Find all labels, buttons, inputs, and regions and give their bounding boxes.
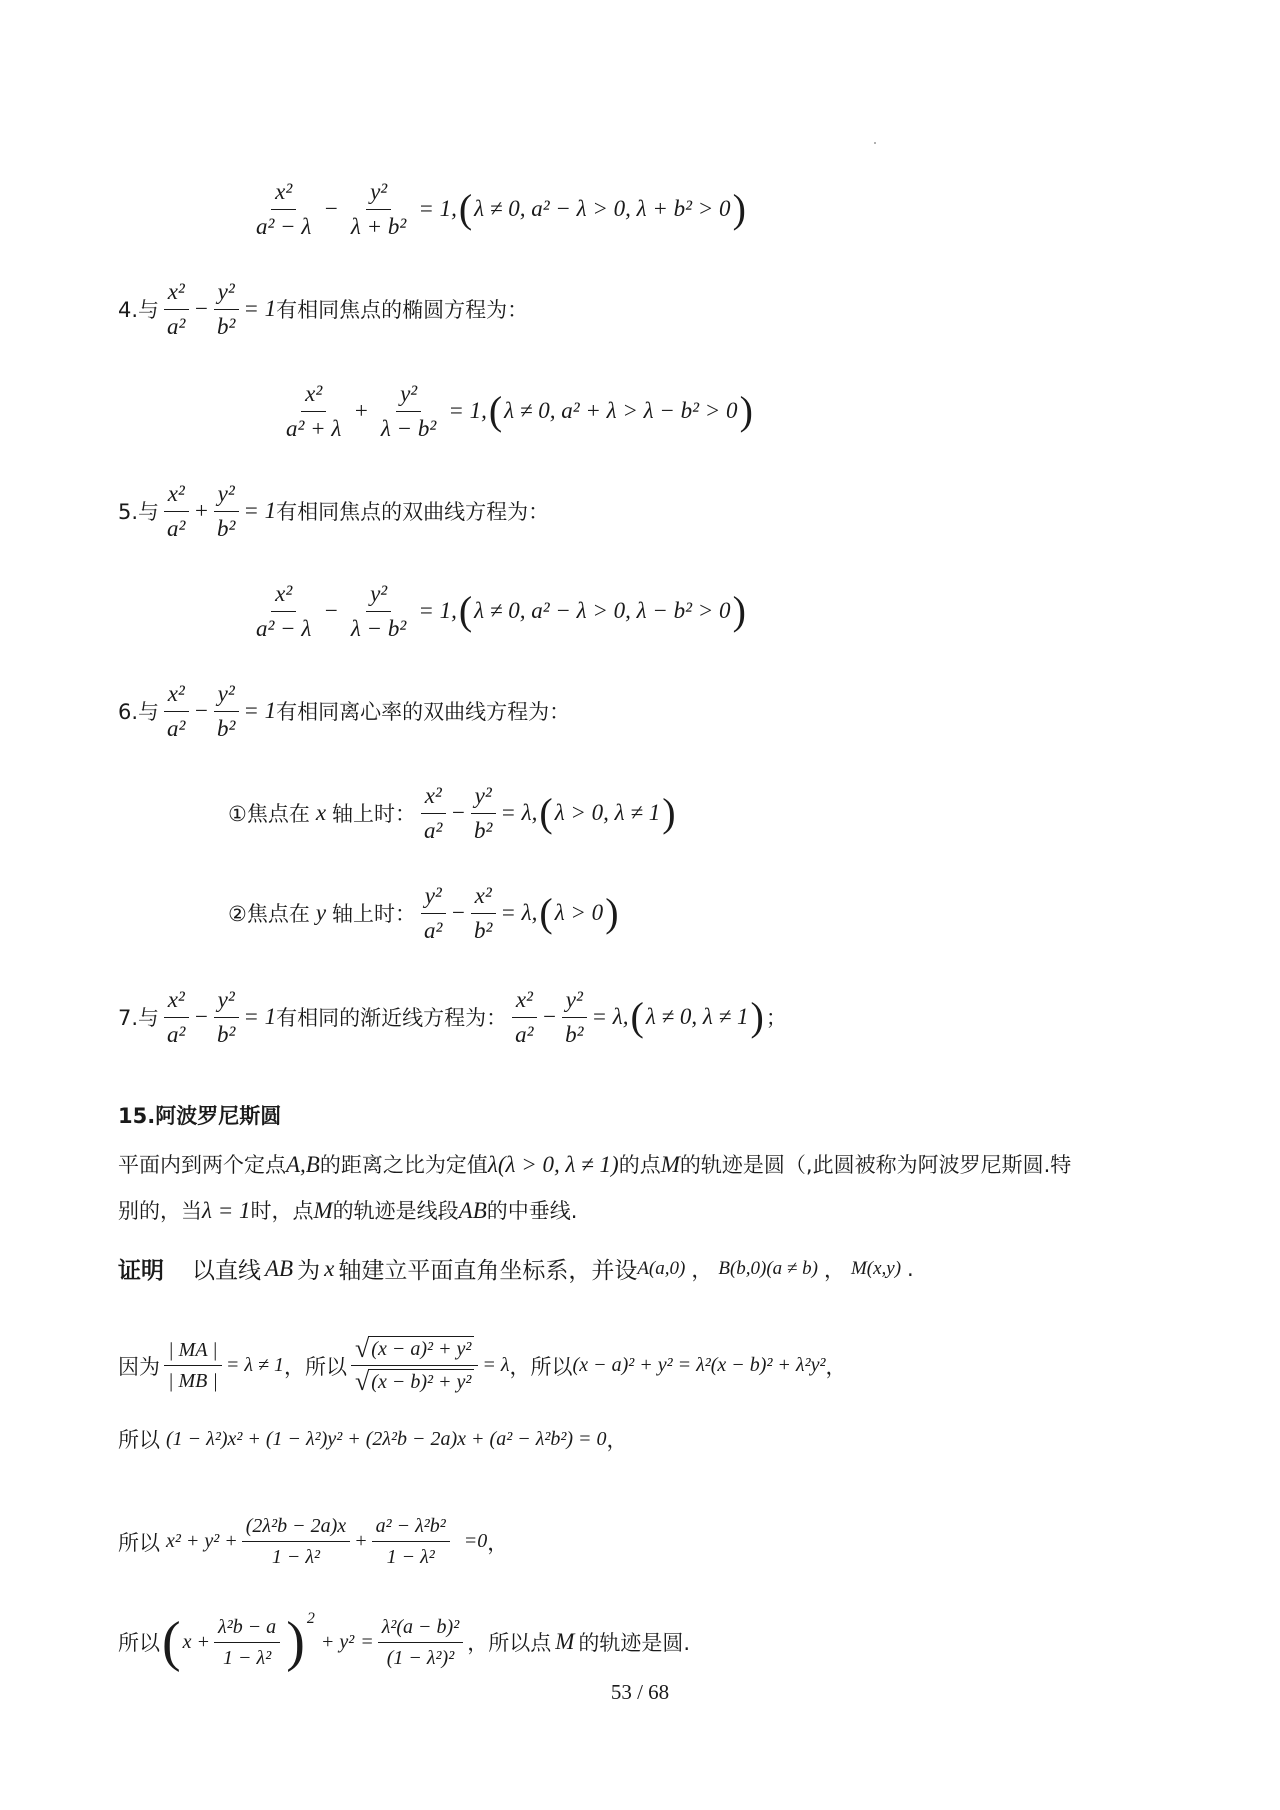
- fraction: $\frac{\text{y²}}{\text{λ + b²}}$: [350, 179, 407, 239]
- proof-step-1: 因为 $\frac{| MA |}{| MB |}$ = λ ≠ 1 ，所以 √ (x − a)² + y² √ (x − b)² + y² = λ ，所以 (x − a)² + y² = λ²(x − b)² + λ²y² ，: [118, 1334, 847, 1396]
- proof-line: 证明 以直线 AB 为 x 轴建立平面直角坐标系，并设 A(a,0) ， B(b,0)(a ≠ b) ， M(x,y) .: [118, 1252, 914, 1285]
- equation-top: $\frac{\text{x²}}{\text{a² − λ}}$ − $\frac{\text{y²}}{\text{λ + b²}}$ = 1, ( λ ≠ 0, a² − λ > 0, λ + b² > 0 ): [248, 178, 748, 240]
- item-5: 5.与 $\frac{\text{x²}}{\text{a²}}$ + $\frac{\text{y²}}{\text{b²}}$ = 1 有相同焦点的双曲线方程为：: [118, 481, 550, 541]
- equation-4: $\frac{\text{x²}}{\text{a² + λ}}$ + $\frac{\text{y²}}{\text{λ − b²}}$ = 1, ( λ ≠ 0, a² + λ > λ − b² > 0 ): [286, 381, 753, 441]
- item-6b: ②焦点在 y 轴上时： $\frac{\text{y²}}{\text{a²}}$ − $\frac{\text{x²}}{\text{b²}}$ = λ, ( λ > 0 ): [228, 883, 619, 943]
- proof-step-4: 所以 ( x + $\frac{\text{λ²b − a}}{\text{1 − λ²}}$ ) 2 + y² = $\frac{\text{λ²(a − b)²}}{\text{(1 − λ²)²}}$ ，所以点 M 的轨迹是圆.: [118, 1610, 691, 1673]
- item-6a: ①焦点在 x 轴上时： $\frac{\text{x²}}{\text{a²}}$ − $\frac{\text{y²}}{\text{b²}}$ = λ, ( λ > 0, λ ≠ 1 ): [228, 783, 676, 843]
- item-7: 7.与 $\frac{\text{x²}}{\text{a²}}$ − $\frac{\text{y²}}{\text{b²}}$ = 1 有相同的渐近线方程为： $\frac{\text{x²}}{\text{a²}}$ − $\frac{\text{y²}}{\text{b²}}$ = λ, ( λ ≠ 0, λ ≠ 1 ) ；: [118, 987, 787, 1047]
- page-number: 53 / 68: [610, 1680, 670, 1704]
- equation-5: $\frac{\text{x²}}{\text{a² − λ}}$ − $\frac{\text{y²}}{\text{λ − b²}}$ = 1, ( λ ≠ 0, a² − λ > 0, λ − b² > 0 ): [256, 581, 746, 641]
- fraction: $\frac{\text{x²}}{\text{a² − λ}}$: [256, 179, 312, 239]
- definition-paragraph: [118, 1142, 1178, 1234]
- proof-step-3: 所以 x² + y² + $\frac{\text{(2λ²b − 2a)x}}{\text{1 − λ²}}$ + $\frac{\text{a² − λ²b²}}{\text{1 − λ²}}$ =0 ，: [118, 1515, 509, 1568]
- stray-mark: [874, 142, 876, 144]
- proof-step-2: 所以 (1 − λ²)x² + (1 − λ²)y² + (2λ²b − 2a)x + (a² − λ²b²) = 0 ，: [118, 1427, 628, 1452]
- proof-label: 证明: [118, 1258, 164, 1284]
- item-4: 4.与 $\frac{\text{x²}}{\text{a²}}$ − $\frac{\text{y²}}{\text{b²}}$ = 1 有相同焦点的椭圆方程为：: [118, 279, 529, 339]
- item-6: 6.与 $\frac{\text{x²}}{\text{a²}}$ − $\frac{\text{y²}}{\text{b²}}$ = 1 有相同离心率的双曲线方程为：: [118, 681, 571, 741]
- definition-line-1: 平面内到两个定点A,B的距离之比为定值λ(λ > 0, λ ≠ 1)的点M的轨迹是圆（,此圆被称为阿波罗尼斯圆.特: [118, 1152, 1072, 1177]
- section-title: 15.阿波罗尼斯圆: [118, 1104, 282, 1128]
- definition-line-2: 别的，当λ = 1时，点M的轨迹是线段AB的中垂线.: [118, 1198, 578, 1223]
